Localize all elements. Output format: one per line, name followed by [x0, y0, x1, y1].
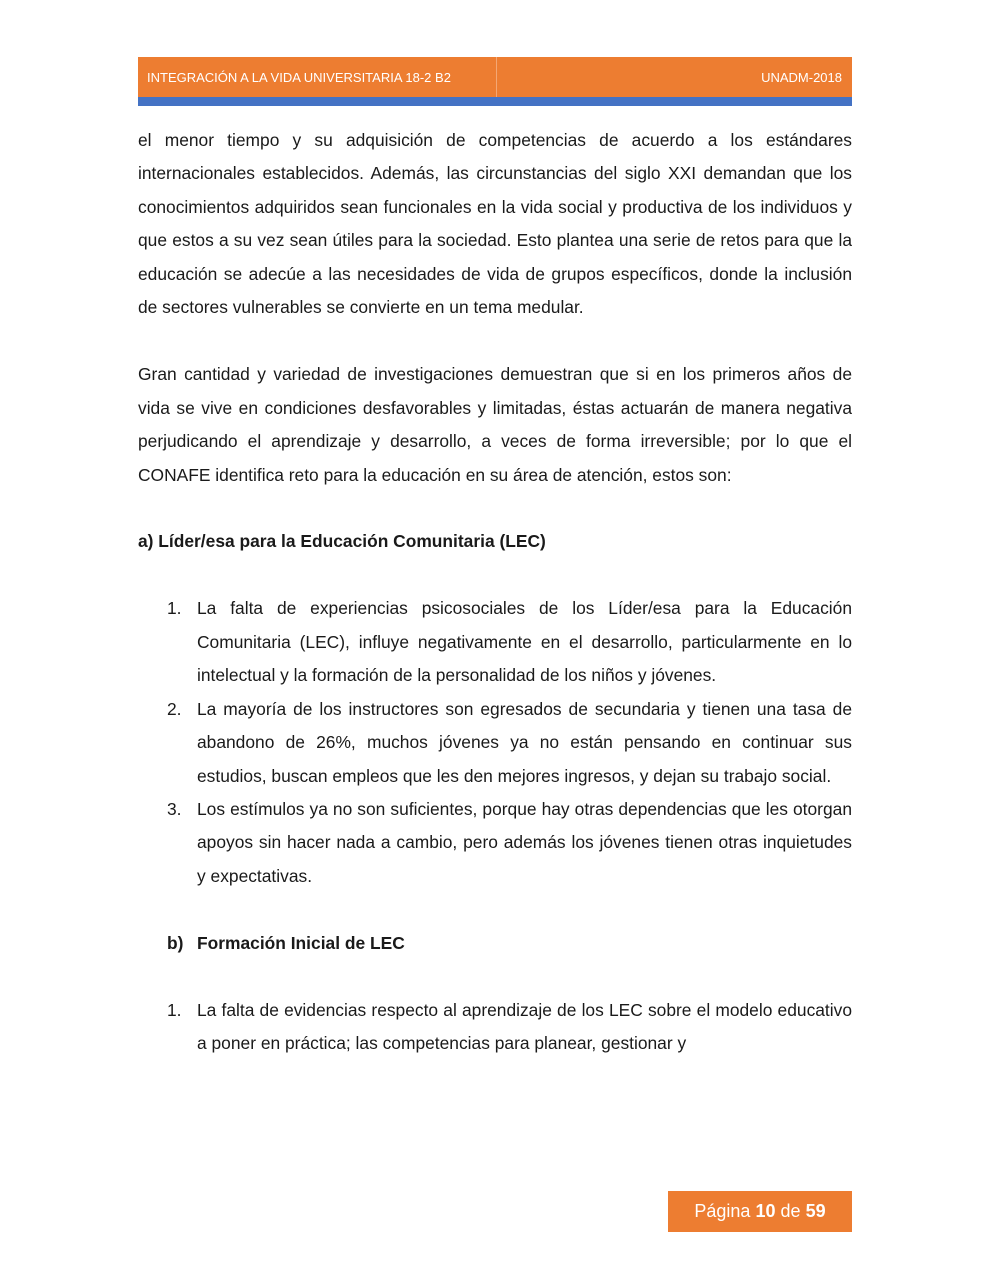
section-a-heading: a) Líder/esa para la Educación Comunitaria (LEC) [138, 531, 546, 552]
total-pages: 59 [805, 1201, 826, 1221]
list-number: 3. [167, 799, 182, 820]
section-b-label: b) [167, 932, 184, 953]
list-item [138, 693, 852, 793]
page-label: Página [694, 1201, 751, 1221]
page-sep: de [780, 1201, 801, 1221]
section-b-list [138, 994, 852, 1061]
paragraph: el menor tiempo y su adquisición de competencias de acuerdo a los estándares internacionales establecidos. Además, las circunstancias del siglo XXI demandan que los conocimientos adquiridos sean funcionales en la vida social y productiva de los individuos y que estos a su vez sean útiles para la sociedad. Esto plantea una serie de retos para que la educación se adecúe a las necesidades de vida de grupos específicos, donde la inclusión de sectores vulnerables se convierte en un tema medular. [138, 130, 852, 318]
list-text: La falta de experiencias psicosociales de los Líder/esa para la Educación Comunitaria (LEC), influye negativamente en el desarrollo, particularmente en lo intelectual y la formación de la personalidad de los niños y jóvenes. [197, 598, 852, 686]
page-body [138, 124, 852, 1170]
section-a-list [138, 592, 852, 893]
list-text: Los estímulos ya no son suficientes, porque hay otras dependencias que les otorgan apoyos sin hacer nada a cambio, pero además los jóvenes tienen otras inquietudes y expectativas. [197, 799, 852, 886]
list-item [138, 592, 852, 692]
section-b-title: Formación Inicial de LEC [197, 932, 405, 953]
list-text: La falta de evidencias respecto al aprendizaje de los LEC sobre el modelo educativo a poner en práctica; las competencias para planear, gestionar y [197, 999, 852, 1054]
paragraph: Gran cantidad y variedad de investigaciones demuestran que si en los primeros años de vida se vive en condiciones desfavorables y limitadas, éstas actuarán de manera negativa perjudicando el aprendizaje y desarrollo, a veces de forma irreversible; por lo que el CONAFE identifica reto para la educación en su área de atención, estos son: [138, 364, 852, 485]
list-number: 2. [167, 698, 182, 719]
header-institution: UNADM-2018 [761, 69, 842, 85]
page-header [138, 57, 852, 97]
header-course-title: INTEGRACIÓN A LA VIDA UNIVERSITARIA 18-2 B2 [138, 57, 497, 97]
page-number-badge [668, 1191, 852, 1232]
header-accent-bar [138, 97, 852, 106]
section-b-heading [138, 927, 852, 960]
list-item [138, 793, 852, 893]
current-page: 10 [755, 1201, 776, 1221]
list-text: La mayoría de los instructores son egresados de secundaria y tienen una tasa de abandono de 26%, muchos jóvenes ya no están pensando en continuar sus estudios, buscan empleos que les den mejores ingresos, y dejan su trabajo social. [197, 698, 852, 786]
list-item [138, 994, 852, 1061]
list-number: 1. [167, 598, 182, 619]
list-number: 1. [167, 999, 182, 1020]
